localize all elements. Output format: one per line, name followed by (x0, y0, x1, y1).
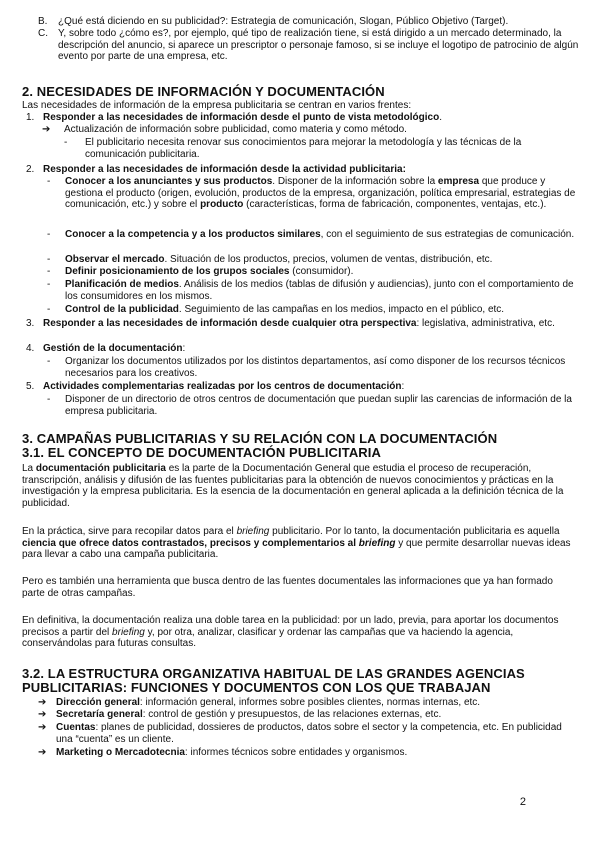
list-text: Responder a las necesidades de información desde cualquier otra perspectiva: legislativa, administrativa, etc. (43, 318, 555, 329)
list-marker: - (47, 266, 51, 277)
list-text: Dirección general: información general, informes sobre posibles clientes, normas internas, etc. (56, 697, 481, 708)
list-marker: - (47, 394, 51, 405)
list-text: Responder a las necesidades de información desde la actividad publicitaria: (43, 164, 406, 175)
arrow-icon: ➔ (38, 697, 47, 708)
list-marker: C. (38, 28, 48, 39)
paragraph: La documentación publicitaria es la parte de la Documentación General que estudia el proceso de recuperación, transcripción, análisis y difusión de las fuentes publicitarias para la obtención de nuevos conocimientos y prácticas en la investigación y la empresa publicitaria. Es la esencia de la documentación en general aplicada a la definición técnica de la publicidad. (22, 463, 564, 509)
list-text: Observar el mercado. Situación de los productos, precios, volumen de ventas, distribución, etc. (65, 254, 493, 265)
list-text: Secretaría general: control de gestión y presupuestos, de las relaciones externas, etc. (56, 709, 442, 720)
list-text: Y, sobre todo ¿cómo es?, por ejemplo, qué tipo de realización tiene, si está dirigido a un mercado determinado, la descripción del anuncio, si aparece un prescriptor o personaje famoso, si se incluye el logotipo de patrocinio de algún evento por parte de una empresa, etc. (58, 28, 579, 63)
section-heading: 2. NECESIDADES DE INFORMACIÓN Y DOCUMENTACIÓN (22, 84, 385, 99)
list-text: Marketing o Mercadotecnia: informes técnicos sobre entidades y organismos. (56, 747, 408, 758)
list-marker: - (47, 356, 51, 367)
subsection-heading: 3.1. EL CONCEPTO DE DOCUMENTACIÓN PUBLICITARIA (22, 445, 381, 460)
list-marker: 4. (26, 343, 35, 354)
paragraph: Pero es también una herramienta que busca dentro de las fuentes documentales las informaciones que ya han formado parte de otras campañas. (22, 576, 553, 599)
section-heading: 3. CAMPAÑAS PUBLICITARIAS Y SU RELACIÓN CON LA DOCUMENTACIÓN (22, 431, 498, 446)
list-marker: - (47, 229, 51, 240)
list-marker: 1. (26, 112, 35, 123)
list-text: Disponer de un directorio de otros centros de documentación que puedan suplir las carencias de información de la empresa publicitaria. (65, 394, 572, 417)
list-marker: 2. (26, 164, 35, 175)
list-text: Gestión de la documentación: (43, 343, 186, 354)
list-marker: - (64, 137, 68, 148)
list-text: Organizar los documentos utilizados por los distintos departamentos, así como disponer de los recursos técnicos necesarios para los creativos. (65, 356, 566, 379)
list-text: Control de la publicidad. Seguimiento de las campañas en los medios, impacto en el público, etc. (65, 304, 505, 315)
list-text: Actualización de información sobre publicidad, como materia y como método. (64, 124, 407, 135)
list-text: Cuentas: planes de publicidad, dossieres de productos, datos sobre el sector y la competencia, etc. En publicidad una “cuenta” es un cliente. (56, 722, 562, 745)
list-text: Actividades complementarias realizadas por los centros de documentación: (43, 381, 405, 392)
arrow-icon: ➔ (42, 124, 51, 135)
list-text: El publicitario necesita renovar sus conocimientos para mejorar la metodología y las técnicas de la comunicación publicitaria. (85, 137, 522, 160)
list-text: Definir posicionamiento de los grupos sociales (consumidor). (65, 266, 354, 277)
arrow-icon: ➔ (38, 722, 47, 733)
list-marker: - (47, 304, 51, 315)
arrow-icon: ➔ (38, 747, 47, 758)
paragraph: En definitiva, la documentación realiza una doble tarea en la publicidad: por un lado, previa, para aportar los documentos precisos a partir del briefing y, por otra, analizar, clasificar y ordenar las campañas que va haciendo la agencia, conservándolas para futuras consultas. (22, 615, 559, 650)
arrow-icon: ➔ (38, 709, 47, 720)
list-text: Responder a las necesidades de información desde el punto de vista metodológico. (43, 112, 442, 123)
list-marker: - (47, 279, 51, 290)
subsection-heading: 3.2. LA ESTRUCTURA ORGANIZATIVA HABITUAL DE LAS GRANDES AGENCIAS PUBLICITARIAS: FUNCIONES Y DOCUMENTOS CON LOS QUE TRABAJAN (22, 666, 525, 695)
list-text: Planificación de medios. Análisis de los medios (tablas de difusión y audiencias), junto con el comportamiento de los consumidores en los mismos. (65, 279, 574, 302)
list-text: Conocer a la competencia y a los productos similares, con el seguimiento de sus estrategias de comunicación. (65, 229, 575, 240)
list-marker: - (47, 254, 51, 265)
list-marker: B. (38, 16, 48, 27)
list-marker: - (47, 176, 51, 187)
list-marker: 5. (26, 381, 35, 392)
list-text: Conocer a los anunciantes y sus productos. Disponer de la información sobre la empresa que produce y gestiona el producto (origen, evolución, productos de la empresa, organización, política empresarial, estrategias de comunicación, etc.) y sobre el producto (características, forma de fabricación, componentes, ventajas, etc.). (65, 176, 576, 211)
paragraph: Las necesidades de información de la empresa publicitaria se centran en varios frentes: (22, 100, 412, 111)
list-marker: 3. (26, 318, 35, 329)
list-text: ¿Qué está diciendo en su publicidad?: Estrategia de comunicación, Slogan, Público Objetivo (Target). (58, 16, 509, 27)
paragraph: En la práctica, sirve para recopilar datos para el briefing publicitario. Por lo tanto, la documentación publicitaria es aquella ciencia que ofrece datos contrastados, precisos y complementarios al briefing y que permite desarrollar nuevas ideas para llevar a cabo una campaña publicitaria. (22, 526, 571, 561)
page-number: 2 (519, 796, 526, 808)
